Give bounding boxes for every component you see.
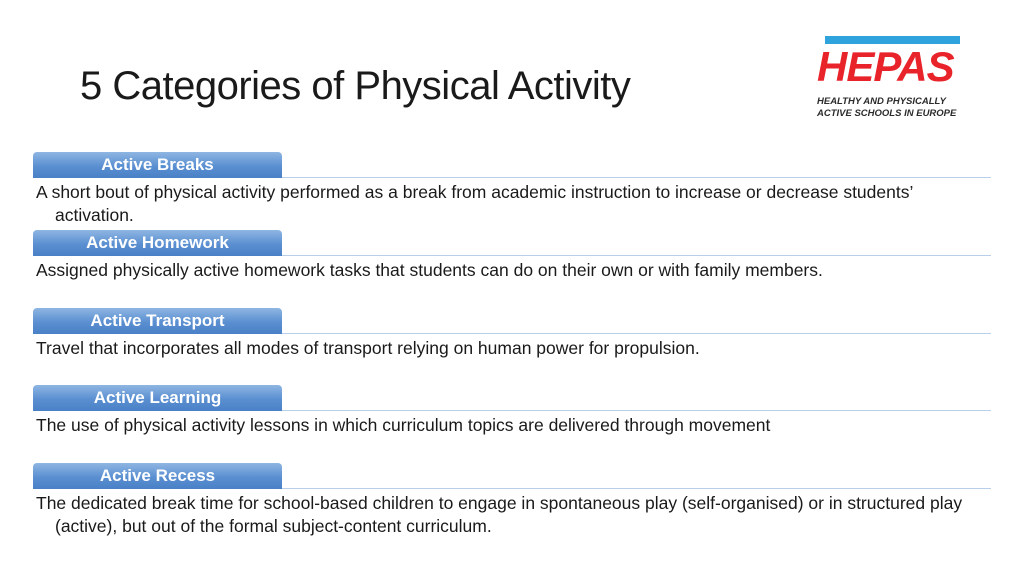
category-description: The use of physical activity lessons in which curriculum topics are delivered through movement: [36, 415, 771, 435]
hepas-logo: [815, 36, 965, 122]
category-tab: Active Learning: [33, 385, 282, 411]
category-tab: Active Transport: [33, 308, 282, 334]
category-divider: [282, 333, 991, 334]
category-description: A short bout of physical activity performed as a break from academic instruction to increase or decrease students’ activation.: [36, 182, 913, 225]
category-description: The dedicated break time for school-based children to engage in spontaneous play (self-organised) or in structured play (active), but out of the formal subject-content curriculum.: [36, 493, 963, 536]
logo-tagline-line2: ACTIVE SCHOOLS IN EUROPE: [817, 108, 957, 119]
category-tab: Active Breaks: [33, 152, 282, 178]
category-divider: [282, 255, 991, 256]
category-description: Travel that incorporates all modes of transport relying on human power for propulsion.: [36, 338, 700, 358]
logo-wordmark: HEPAS: [817, 43, 954, 90]
category-description: Assigned physically active homework tasks that students can do on their own or with family members.: [36, 260, 823, 280]
logo-tagline-line1: HEALTHY AND PHYSICALLY: [817, 96, 946, 107]
category-divider: [282, 410, 991, 411]
category-tab: Active Recess: [33, 463, 282, 489]
slide-title: 5 Categories of Physical Activity: [80, 64, 631, 108]
category-tab: Active Homework: [33, 230, 282, 256]
category-divider: [282, 488, 991, 489]
category-divider: [282, 177, 991, 178]
